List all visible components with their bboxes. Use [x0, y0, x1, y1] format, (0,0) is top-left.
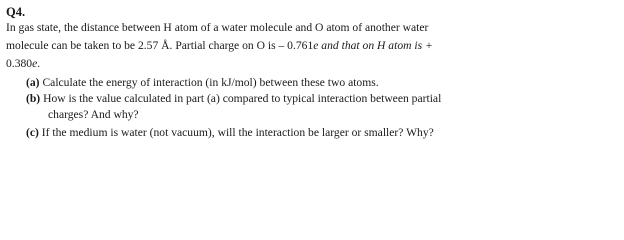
- part-a-label: (a): [26, 76, 40, 89]
- intro-line-2-text: molecule can be taken to be 2.57 Å. Partial charge on O is – 0.761: [6, 39, 314, 52]
- intro-line-2-e: e and that on H atom is +: [313, 39, 433, 52]
- part-b: [26, 91, 441, 107]
- part-c-text: If the medium is water (not vacuum), will the interaction be larger or smaller? Why?: [41, 126, 434, 139]
- part-b-label: (b): [26, 92, 41, 105]
- intro-line-2: [6, 38, 433, 54]
- intro-line-3-period: .: [37, 57, 41, 70]
- part-a: [26, 75, 379, 91]
- part-b-text: How is the value calculated in part (a) compared to typical interaction between partial: [43, 92, 442, 105]
- question-heading: Q4.: [6, 5, 26, 19]
- intro-line-3-e: e: [32, 57, 38, 70]
- intro-line-1: In gas state, the distance between H atom of a water molecule and O atom of another water: [6, 21, 429, 34]
- part-c: [26, 125, 434, 141]
- intro-line-3: [6, 56, 40, 72]
- part-a-text: Calculate the energy of interaction (in kJ/mol) between these two atoms.: [42, 76, 379, 89]
- part-b-continuation: charges? And why?: [48, 108, 139, 121]
- part-c-label: (c): [26, 126, 39, 139]
- intro-line-3-value: 0.380: [6, 57, 33, 70]
